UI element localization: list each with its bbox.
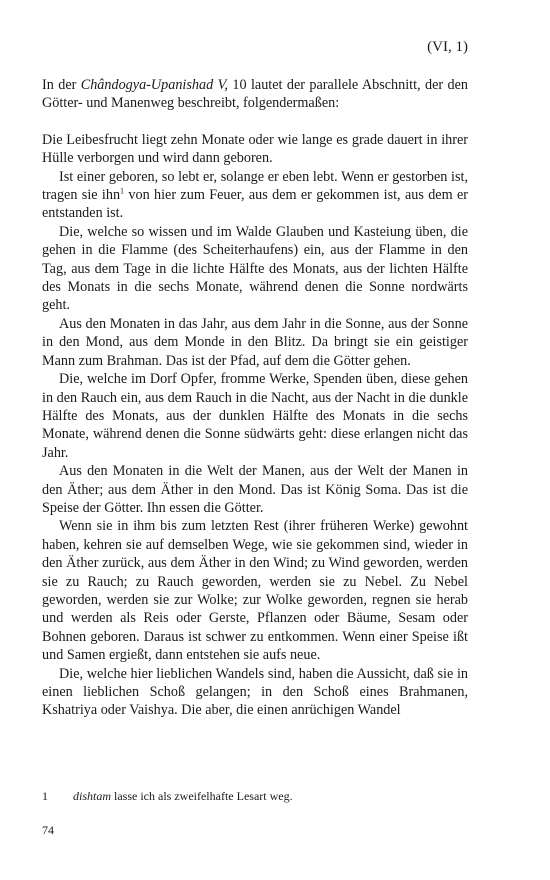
footnote-marker[interactable]: 1 (120, 186, 125, 196)
intro-source-title: Chândogya-Upanishad V, (80, 77, 228, 93)
section-reference: (VI, 1) (427, 39, 468, 55)
footnote (42, 788, 468, 804)
intro-suffix: 10 lautet der parallele Abschnitt, der den Götter- und Manenweg beschreibt, folgendermaßen: (42, 77, 468, 112)
paragraph-3: Die, welche so wissen und im Walde Glauben und Kasteiung üben, die gehen in die Flamme (des Scheiterhaufens) ein, aus der Flamme in den Tag, aus dem Tage in die lichte Hälfte des Monats, aus der lichten Hälfte des Monats in die sechs Monate, während denen die Sonne nordwärts geht. (42, 223, 468, 314)
footnote-number: 1 (42, 789, 48, 803)
paragraph-2-part-b: von hier zum Feuer, aus dem er gekommen ist, aus dem er entstanden ist. (42, 187, 468, 222)
paragraph-1: Die Leibesfrucht liegt zehn Monate oder wie lange es grade dauert in ihrer Hülle verborgen und wird dann geboren. (42, 131, 468, 167)
paragraph-2-part-a: Ist einer geboren, so lebt er, solange er eben lebt. Wenn er gestorben ist, tragen sie ihn (42, 168, 468, 204)
paragraph-4: Aus den Monaten in das Jahr, aus dem Jahr in die Sonne, aus der Sonne in den Mond, aus dem Monde in den Blitz. Da bringt sie ein geistiger Mann zum Brahman. Das ist der Pfad, auf dem die Götter gehen. (42, 315, 468, 369)
intro-paragraph (42, 76, 468, 113)
paragraph-6: Aus den Monaten in die Welt der Manen, aus der Welt der Manen in den Äther; aus dem Äther in den Mond. Das ist König Soma. Das ist die Speise der Götter. Ihn essen die Götter. (42, 463, 468, 516)
footnote-text: lasse ich als zweifelhafte Lesart weg. (111, 789, 293, 803)
paragraph-2 (42, 168, 468, 223)
main-text (42, 131, 468, 720)
page-number: 74 (42, 823, 54, 837)
intro-prefix: In der (42, 77, 81, 93)
paragraph-7: Wenn sie in ihm bis zum letzten Rest (ihrer früheren Werke) gewohnt haben, kehren sie auf demselben Wege, wie sie gekommen sind, wieder in den Äther zurück, aus dem Äther in den Wind; zu Wind geworden, werden sie zu Rauch; zu Rauch geworden, werden sie zu Nebel. Zu Nebel geworden, werden sie zur Wolke; zur Wolke geworden, regnen sie herab und werden als Reis oder Gerste, Pflanzen oder Bäume, Sesam oder Bohnen geboren. Daraus ist schwer zu entkommen. Wenn einer Speise ißt und Samen ergießt, dann entstehen sie aufs neue. (42, 518, 468, 664)
page-content (42, 38, 468, 720)
paragraph-8: Die, welche hier lieblichen Wandels sind, haben die Aussicht, daß sie in einen lieblichen Schoß gelangen; in den Schoß eines Brahmanen, Kshatriya oder Vaishya. Die aber, die einen anrüchigen Wandel (42, 665, 468, 719)
paragraph-5: Die, welche im Dorf Opfer, fromme Werke, Spenden üben, diese gehen in den Rauch ein, aus dem Rauch in die Nacht, aus der Nacht in die dunkle Hälfte des Monats, aus der dunklen Hälfte des Monats in die sechs Monate, während denen die Sonne südwärts geht: diese erlangen nicht das Jahr. (42, 371, 468, 461)
footnote-term: dishtam (73, 789, 112, 803)
